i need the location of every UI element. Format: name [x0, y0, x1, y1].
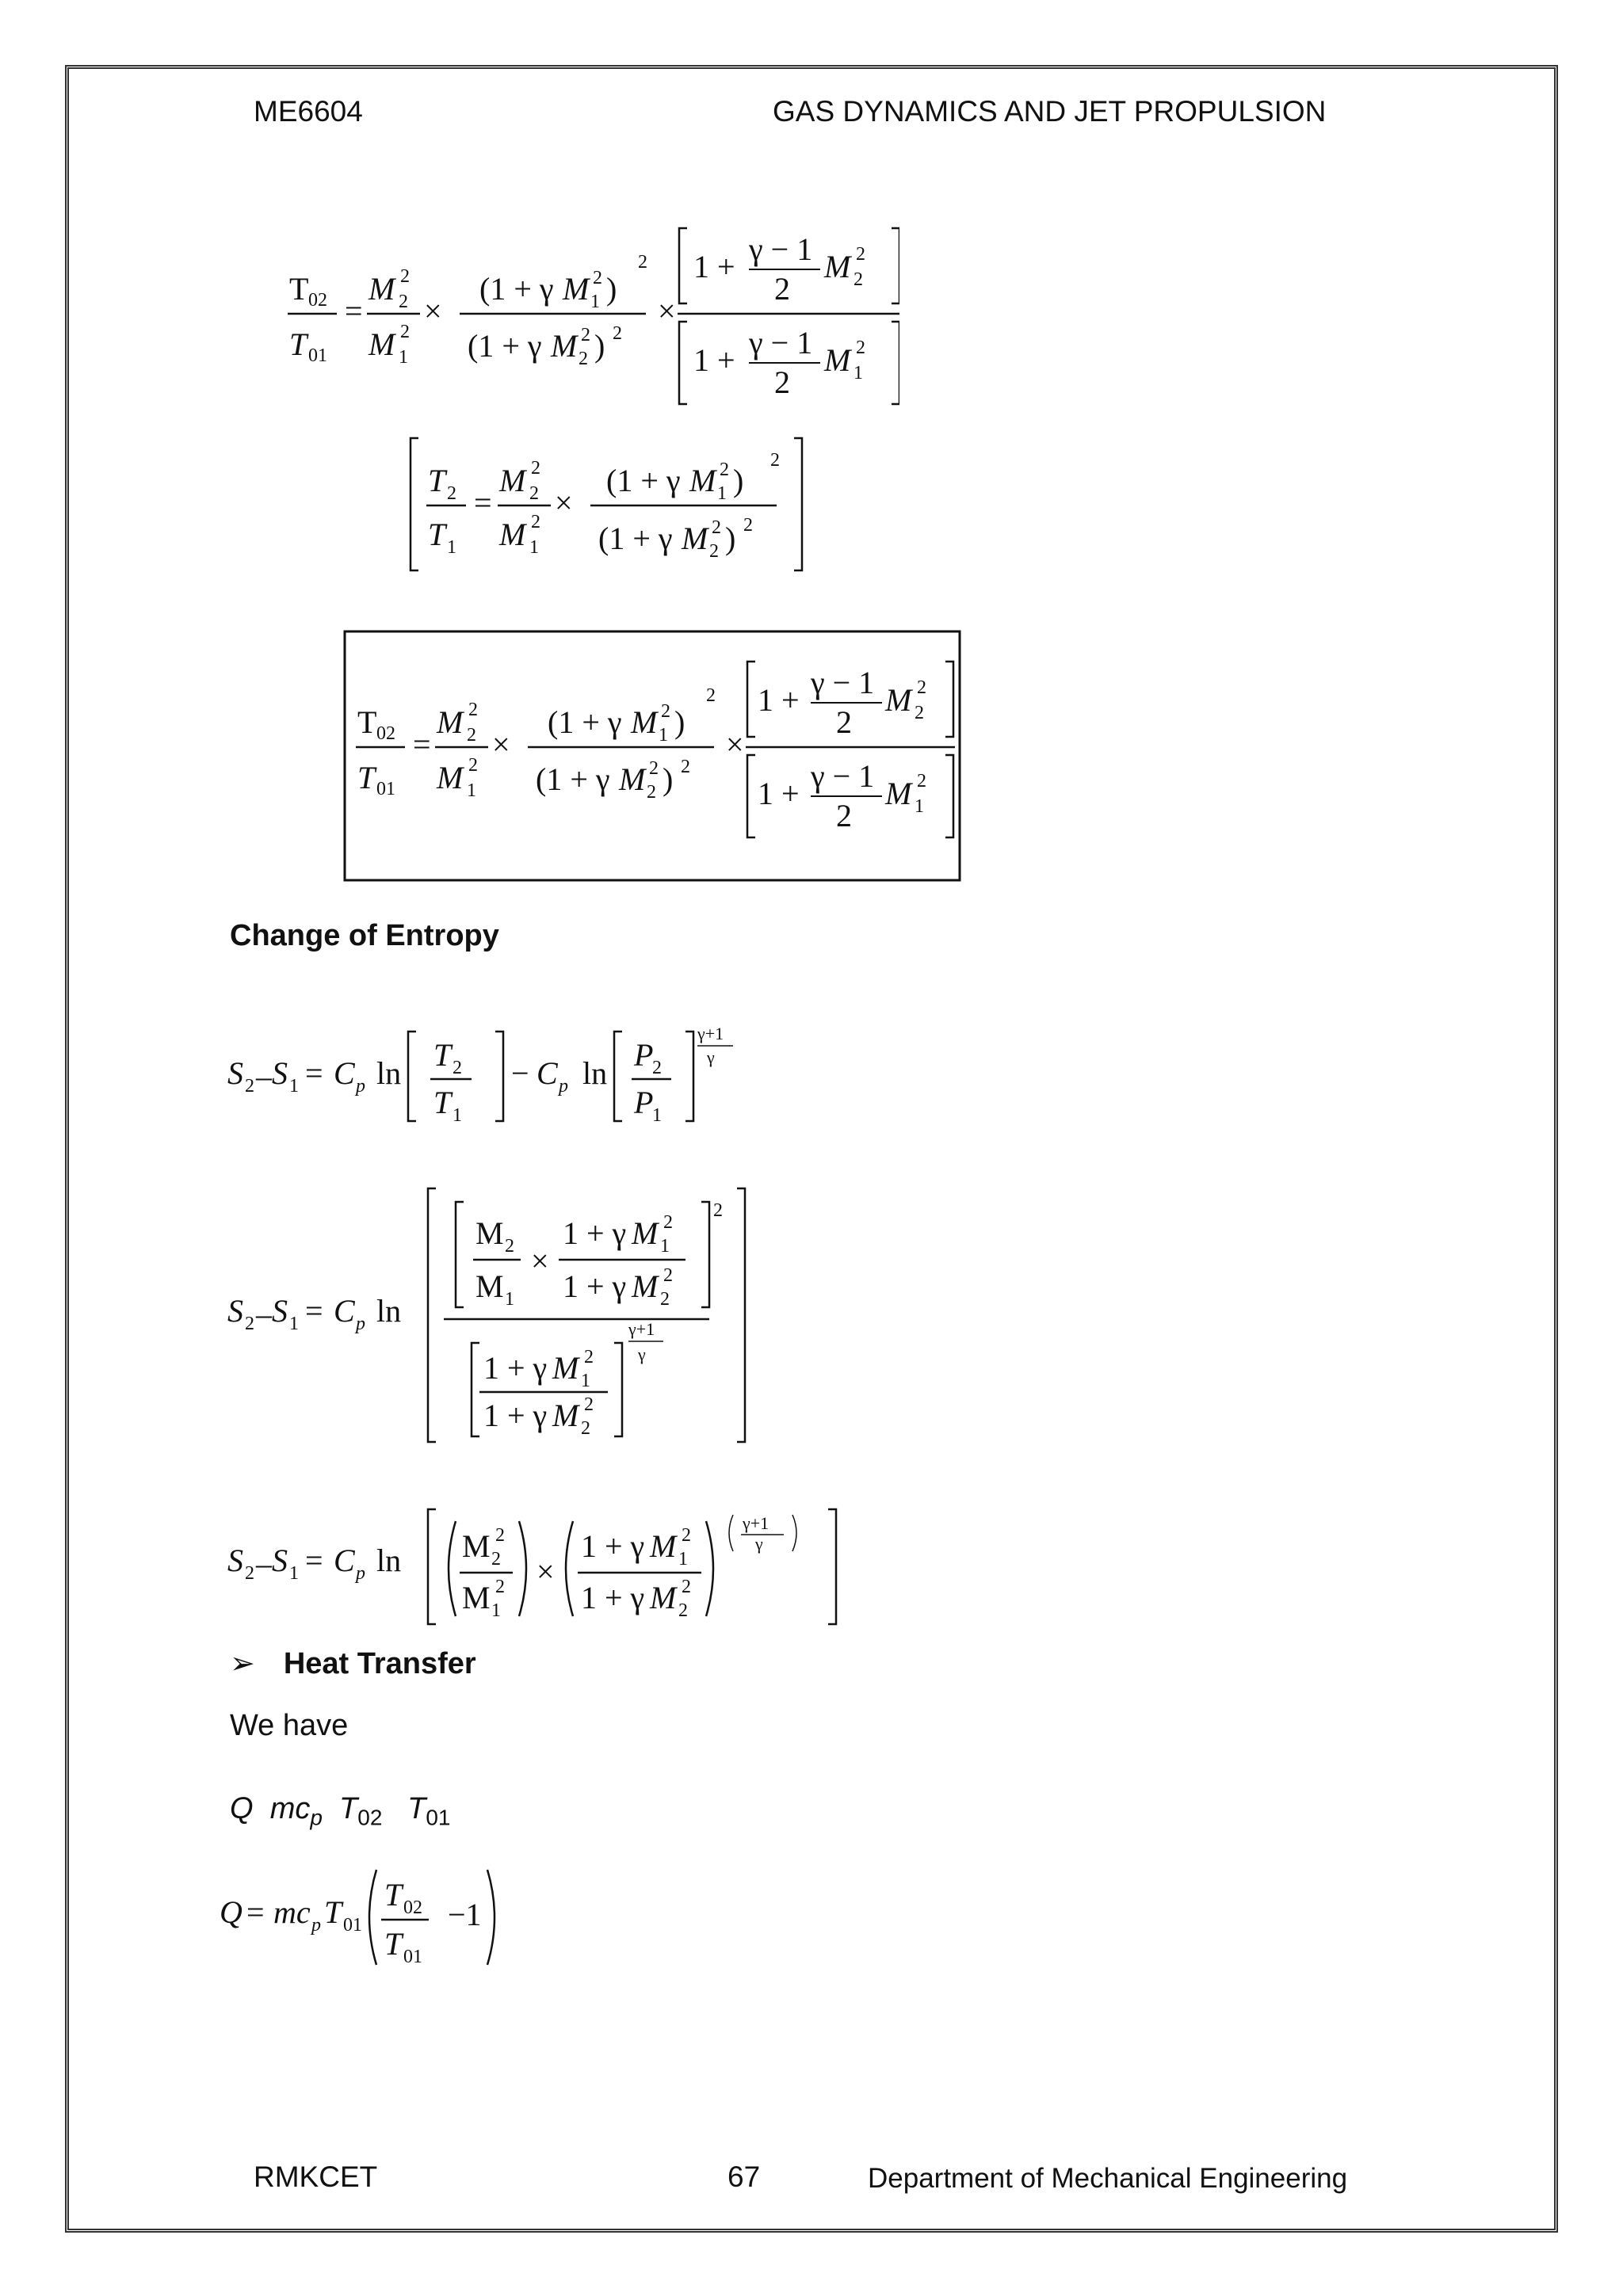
svg-text:M: M: [563, 271, 590, 307]
svg-text:2: 2: [491, 1549, 501, 1569]
svg-text:1 +: 1 +: [693, 342, 735, 378]
svg-text:2: 2: [638, 252, 647, 273]
svg-text:2: 2: [245, 1076, 254, 1097]
equation-entropy-change-mach: [226, 1184, 749, 1446]
svg-text:M: M: [824, 342, 851, 378]
svg-text:(1 + γ: (1 + γ: [606, 463, 681, 498]
svg-text:M: M: [631, 704, 658, 740]
svg-text:γ+1: γ+1: [628, 1319, 655, 1339]
svg-text:M: M: [499, 517, 526, 552]
svg-text:S: S: [272, 1293, 288, 1329]
svg-text:2: 2: [581, 325, 590, 345]
svg-text:01: 01: [376, 779, 395, 799]
svg-text:): ): [733, 463, 744, 498]
svg-text:2: 2: [400, 322, 410, 342]
svg-text:2: 2: [706, 685, 716, 706]
svg-text:1: 1: [289, 1563, 299, 1584]
svg-text:2: 2: [682, 1577, 691, 1597]
svg-text:Q: Q: [220, 1894, 242, 1930]
svg-text:−1: −1: [448, 1897, 482, 1932]
svg-text:): ): [594, 328, 605, 364]
svg-text:2: 2: [836, 704, 852, 740]
svg-text:2: 2: [915, 703, 924, 723]
svg-text:2: 2: [649, 758, 659, 779]
svg-text:T: T: [433, 1085, 452, 1120]
svg-text:T: T: [384, 1877, 403, 1913]
svg-text:γ: γ: [707, 1047, 715, 1067]
svg-text:γ − 1: γ − 1: [749, 325, 813, 360]
svg-text:2: 2: [529, 483, 539, 504]
svg-text:M: M: [551, 328, 578, 364]
svg-text:2: 2: [505, 1236, 514, 1257]
svg-text:×: ×: [492, 727, 510, 762]
svg-text:2: 2: [663, 1265, 673, 1286]
svg-text:2: 2: [584, 1347, 594, 1367]
svg-text:M: M: [650, 1528, 677, 1564]
svg-text:1: 1: [289, 1314, 299, 1334]
course-title: GAS DYNAMICS AND JET PROPULSION: [773, 95, 1327, 128]
svg-text:2: 2: [774, 271, 790, 307]
svg-text:2: 2: [399, 292, 408, 312]
svg-text:2: 2: [720, 460, 729, 480]
equation-boxed-result: [343, 630, 961, 883]
svg-text:2: 2: [531, 458, 540, 479]
svg-text:): ): [725, 521, 736, 556]
svg-text:1 +: 1 +: [758, 776, 800, 811]
svg-text:M: M: [619, 761, 646, 797]
svg-text:1: 1: [678, 1549, 688, 1569]
svg-text:M: M: [824, 249, 851, 284]
svg-text:M: M: [632, 1268, 659, 1304]
svg-text:=: =: [305, 1293, 323, 1329]
svg-text:2: 2: [468, 755, 478, 776]
svg-text:01: 01: [403, 1947, 422, 1967]
svg-text:C: C: [334, 1293, 355, 1329]
svg-text:=: =: [305, 1055, 323, 1091]
svg-text:C: C: [537, 1055, 558, 1091]
svg-text:2: 2: [647, 782, 656, 803]
svg-text:p: p: [311, 1915, 321, 1936]
svg-text:M: M: [475, 1215, 504, 1251]
svg-text:T: T: [428, 517, 446, 552]
svg-text:–: –: [256, 1546, 272, 1581]
svg-text:1: 1: [447, 537, 456, 558]
svg-text:2: 2: [770, 450, 780, 471]
svg-text:=: =: [305, 1543, 323, 1578]
svg-text:p: p: [356, 1076, 365, 1097]
svg-text:1: 1: [652, 1105, 662, 1125]
equation-stagnation-temperature-ratio: [281, 220, 899, 418]
svg-text:M: M: [369, 271, 395, 307]
svg-text:T: T: [433, 1037, 452, 1073]
svg-text:M: M: [885, 682, 912, 718]
svg-text:(1 + γ: (1 + γ: [479, 271, 554, 307]
svg-text:–: –: [256, 1058, 272, 1094]
equation-entropy-change-simplified: [226, 1505, 844, 1632]
svg-text:×: ×: [537, 1554, 555, 1589]
svg-text:2: 2: [678, 1600, 688, 1621]
svg-text:p: p: [356, 1563, 365, 1584]
svg-text:1: 1: [581, 1371, 590, 1391]
svg-text:2: 2: [743, 515, 753, 536]
svg-text:1: 1: [505, 1289, 514, 1310]
svg-text:2: 2: [245, 1563, 254, 1584]
svg-text:×: ×: [424, 293, 442, 329]
svg-text:M: M: [552, 1350, 579, 1386]
svg-text:2: 2: [652, 1058, 662, 1078]
svg-text:02: 02: [403, 1897, 422, 1918]
svg-text:2: 2: [467, 725, 476, 746]
svg-text:M: M: [885, 776, 912, 811]
svg-text:S: S: [227, 1543, 243, 1578]
svg-text:2: 2: [400, 266, 410, 287]
svg-text:01: 01: [343, 1915, 362, 1936]
inline-heat-equation: [230, 1792, 450, 1831]
svg-text:2: 2: [447, 483, 456, 504]
svg-text:2: 2: [613, 323, 622, 344]
svg-text:2: 2: [774, 364, 790, 400]
svg-text:2: 2: [468, 700, 478, 720]
svg-text:–: –: [256, 1296, 272, 1332]
svg-text:M: M: [437, 704, 464, 740]
svg-text:p: p: [559, 1076, 568, 1097]
svg-text:02: 02: [376, 723, 395, 744]
svg-text:): ): [674, 704, 685, 740]
svg-text:1 + γ: 1 + γ: [581, 1528, 645, 1564]
svg-text:2: 2: [709, 541, 719, 562]
svg-text:1 + γ: 1 + γ: [483, 1398, 548, 1433]
svg-text:2: 2: [581, 1418, 590, 1439]
svg-text:2: 2: [917, 771, 926, 791]
svg-text:C: C: [334, 1543, 355, 1578]
svg-text:01: 01: [308, 345, 327, 366]
arrow-bullet-icon: ➢: [230, 1646, 255, 1680]
svg-text:γ: γ: [638, 1344, 646, 1364]
footer-department: Department of Mechanical Engineering: [868, 2163, 1348, 2194]
svg-text:γ+1: γ+1: [697, 1024, 724, 1043]
svg-text:ln: ln: [376, 1293, 402, 1329]
inline-t02: T: [339, 1792, 358, 1825]
section-title-heat-transfer: [230, 1646, 476, 1681]
equation-static-temperature-ratio: [404, 434, 816, 577]
svg-text:S: S: [272, 1543, 288, 1578]
svg-text:M: M: [632, 1215, 659, 1251]
svg-text:2: 2: [661, 701, 670, 722]
svg-text:1: 1: [399, 347, 408, 368]
svg-text:M: M: [499, 463, 526, 498]
svg-text:S: S: [227, 1055, 243, 1091]
svg-text:1: 1: [660, 1236, 670, 1257]
svg-text:2: 2: [856, 338, 865, 358]
inline-sub-02: 02: [357, 1805, 383, 1830]
svg-text:1 + γ: 1 + γ: [483, 1350, 548, 1386]
svg-text:M: M: [369, 326, 395, 362]
svg-text:S: S: [272, 1055, 288, 1091]
svg-text:1: 1: [854, 363, 863, 383]
heat-transfer-label: Heat Transfer: [283, 1647, 476, 1680]
footer-page-number: 67: [727, 2161, 761, 2193]
svg-text:p: p: [356, 1314, 365, 1334]
svg-text:ln: ln: [376, 1055, 402, 1091]
course-code: ME6604: [254, 95, 363, 128]
svg-text:2: 2: [245, 1314, 254, 1334]
svg-text:M: M: [552, 1398, 579, 1433]
svg-text:γ+1: γ+1: [743, 1513, 769, 1533]
svg-text:1: 1: [289, 1076, 299, 1097]
svg-text:1: 1: [659, 725, 668, 746]
inline-q: Q: [230, 1792, 254, 1825]
svg-text:T: T: [289, 326, 307, 362]
svg-text:1 +: 1 +: [758, 682, 800, 718]
equation-entropy-change-basic: [226, 1022, 749, 1125]
svg-text:2: 2: [856, 244, 865, 265]
svg-text:2: 2: [663, 1212, 673, 1233]
svg-text:1: 1: [453, 1105, 462, 1125]
svg-text:=: =: [345, 293, 363, 329]
svg-text:2: 2: [453, 1058, 462, 1078]
svg-text:): ): [663, 761, 674, 797]
svg-text:×: ×: [726, 727, 744, 762]
svg-text:(1 + γ: (1 + γ: [536, 761, 610, 797]
svg-text:P: P: [634, 1085, 654, 1120]
svg-text:M: M: [682, 521, 708, 556]
footer-institution: RMKCET: [254, 2161, 378, 2193]
inline-t01: T: [407, 1792, 426, 1825]
svg-text:M: M: [462, 1580, 491, 1615]
svg-text:2: 2: [681, 757, 690, 777]
svg-text:): ): [606, 271, 617, 307]
svg-text:T: T: [428, 463, 446, 498]
svg-text:T: T: [357, 704, 377, 740]
we-have-text: We have: [230, 1709, 349, 1742]
svg-text:S: S: [227, 1293, 243, 1329]
svg-text:T: T: [384, 1926, 403, 1962]
svg-text:P: P: [634, 1037, 654, 1073]
inline-mc: mc: [269, 1792, 311, 1825]
svg-text:2: 2: [682, 1525, 691, 1546]
svg-text:2: 2: [531, 512, 540, 532]
svg-text:1 + γ: 1 + γ: [581, 1580, 645, 1615]
svg-text:2: 2: [713, 1200, 723, 1221]
svg-text:=: =: [413, 727, 431, 762]
svg-text:T: T: [289, 271, 309, 307]
svg-text:(1 + γ: (1 + γ: [468, 328, 542, 364]
svg-text:1: 1: [529, 537, 539, 558]
svg-text:M: M: [475, 1268, 504, 1304]
svg-text:2: 2: [593, 268, 602, 288]
equation-heat-transfer: [218, 1866, 519, 1969]
svg-text:ln: ln: [582, 1055, 608, 1091]
svg-text:2: 2: [584, 1394, 594, 1415]
svg-text:M: M: [462, 1528, 491, 1564]
svg-text:T: T: [357, 760, 376, 795]
svg-text:2: 2: [495, 1577, 505, 1597]
svg-text:2: 2: [712, 517, 721, 538]
svg-text:1: 1: [915, 796, 924, 817]
svg-text:(1 + γ: (1 + γ: [598, 521, 673, 556]
svg-text:2: 2: [660, 1289, 670, 1310]
svg-text:2: 2: [579, 349, 588, 369]
svg-text:1 + γ: 1 + γ: [563, 1215, 627, 1251]
svg-text:1: 1: [467, 780, 476, 801]
svg-text:1 +: 1 +: [693, 249, 735, 284]
svg-text:1: 1: [491, 1600, 501, 1621]
svg-text:C: C: [334, 1055, 355, 1091]
svg-text:=: =: [474, 485, 492, 521]
svg-text:M: M: [650, 1580, 677, 1615]
svg-text:M: M: [689, 463, 716, 498]
svg-text:=: =: [246, 1894, 265, 1930]
svg-text:×: ×: [658, 293, 676, 329]
svg-text:1 + γ: 1 + γ: [563, 1268, 627, 1304]
svg-text:2: 2: [917, 677, 926, 698]
svg-text:2: 2: [836, 798, 852, 833]
svg-text:×: ×: [555, 485, 573, 521]
svg-text:γ − 1: γ − 1: [811, 758, 875, 794]
section-title-change-of-entropy: Change of Entropy: [230, 919, 499, 952]
svg-text:M: M: [437, 760, 464, 795]
svg-text:×: ×: [531, 1243, 549, 1279]
svg-text:2: 2: [854, 269, 863, 290]
svg-text:(1 + γ: (1 + γ: [548, 704, 622, 740]
svg-text:1: 1: [717, 483, 727, 504]
svg-text:ln: ln: [376, 1543, 402, 1578]
svg-text:γ: γ: [755, 1534, 763, 1554]
inline-p: p: [310, 1805, 323, 1830]
svg-text:T: T: [324, 1894, 342, 1930]
svg-text:02: 02: [308, 290, 327, 311]
svg-text:2: 2: [495, 1525, 505, 1546]
svg-text:−: −: [511, 1055, 529, 1091]
svg-text:mc: mc: [273, 1894, 311, 1930]
svg-text:1: 1: [590, 292, 600, 312]
inline-sub-01: 01: [426, 1805, 451, 1830]
svg-text:γ − 1: γ − 1: [811, 665, 875, 700]
svg-text:γ − 1: γ − 1: [749, 231, 813, 267]
